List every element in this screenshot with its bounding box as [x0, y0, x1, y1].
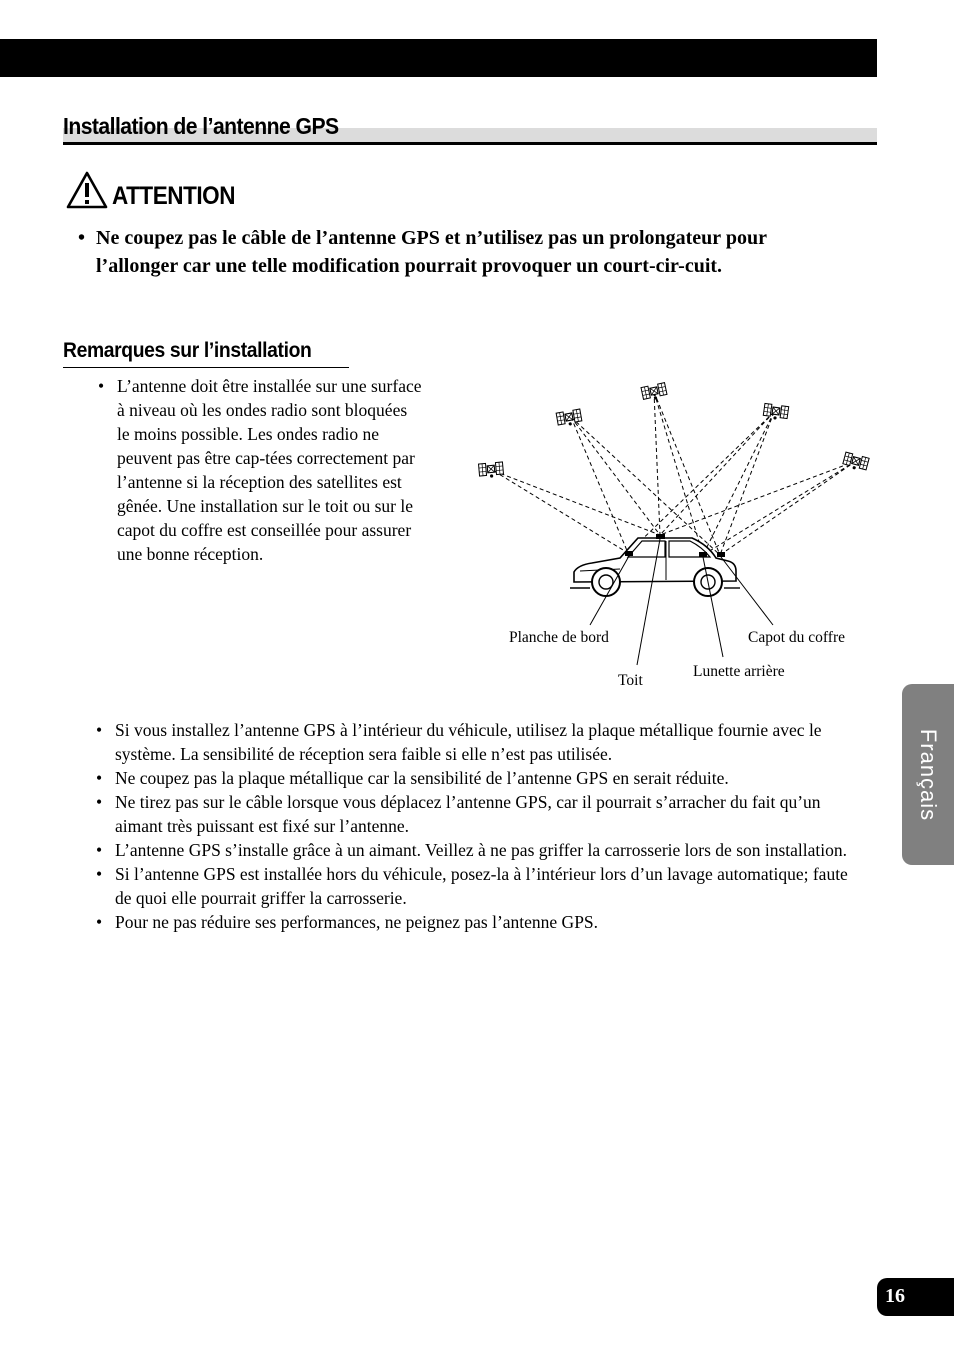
page-number-tab — [877, 1278, 954, 1316]
satellite-icon — [556, 409, 582, 428]
list-item: • Si l’antenne GPS est installée hors du véhicule, posez-la à l’intérieur lors d’un lavage automatique; faute de quoi elle pourrait griffer la carrosserie. — [96, 862, 856, 910]
list-item: • Ne coupez pas la plaque métallique car la sensibilité de l’antenne GPS en serait réduite. — [96, 766, 856, 790]
warning-icon — [66, 171, 108, 209]
label-roof: Toit — [618, 672, 643, 689]
page-number: 16 — [885, 1285, 905, 1307]
antenna-placement-diagram — [470, 375, 880, 700]
remarks-title-rule — [63, 367, 349, 368]
label-trunk: Capot du coffre — [748, 629, 845, 646]
signal-lines — [494, 392, 856, 555]
remarks-intro-list — [98, 374, 424, 566]
attention-item: • Ne coupez pas le câble de l’antenne GPS et n’utilisez pas un prolongateur pour l’allonger car une telle modification pourrait provoquer un court-cir-cuit. — [78, 225, 838, 280]
attention-label: ATTENTION — [112, 182, 236, 210]
label-dashboard: Planche de bord — [509, 629, 609, 646]
remarks-title: Remarques sur l’installation — [63, 339, 312, 362]
list-item: • Pour ne pas réduire ses performances, ne peignez pas l’antenne GPS. — [96, 910, 856, 934]
section-title: Installation de l’antenne GPS — [63, 113, 339, 139]
list-item: • Si vous installez l’antenne GPS à l’intérieur du véhicule, utilisez la plaque métallique fournie avec le système. La sensibilité de réception sera faible si elle n’est pas utilisée. — [96, 718, 856, 766]
header-bar — [0, 39, 877, 77]
list-item: • Ne tirez pas sur le câble lorsque vous déplacez l’antenne GPS, car il pourrait s’arracher du fait qu’un aimant très puissant est fixé sur l’antenne. — [96, 790, 856, 838]
attention-list — [78, 225, 838, 280]
language-label: Français — [916, 728, 941, 821]
language-tab — [902, 684, 954, 865]
antenna-placement-figure — [470, 375, 880, 700]
satellite-icon — [479, 462, 504, 479]
section-header-rule — [63, 142, 877, 145]
satellite-icon — [842, 452, 869, 472]
remarks-list — [96, 718, 856, 934]
label-rear-window: Lunette arrière — [693, 663, 785, 680]
remarks-intro-item: • L’antenne doit être installée sur une surface à niveau où les ondes radio sont bloquées le moins possible. Les ondes radio ne peuvent pas être cap-tées correctement par l’antenne si la réception des satellites est gênée. Une installation sur le toit ou sur le capot du coffre est conseillée pour assurer une bonne réception. — [98, 374, 424, 566]
list-item: • L’antenne GPS s’installe grâce à un aimant. Veillez à ne pas griffer la carrosserie lors de son installation. — [96, 838, 856, 862]
section-header — [63, 111, 877, 147]
